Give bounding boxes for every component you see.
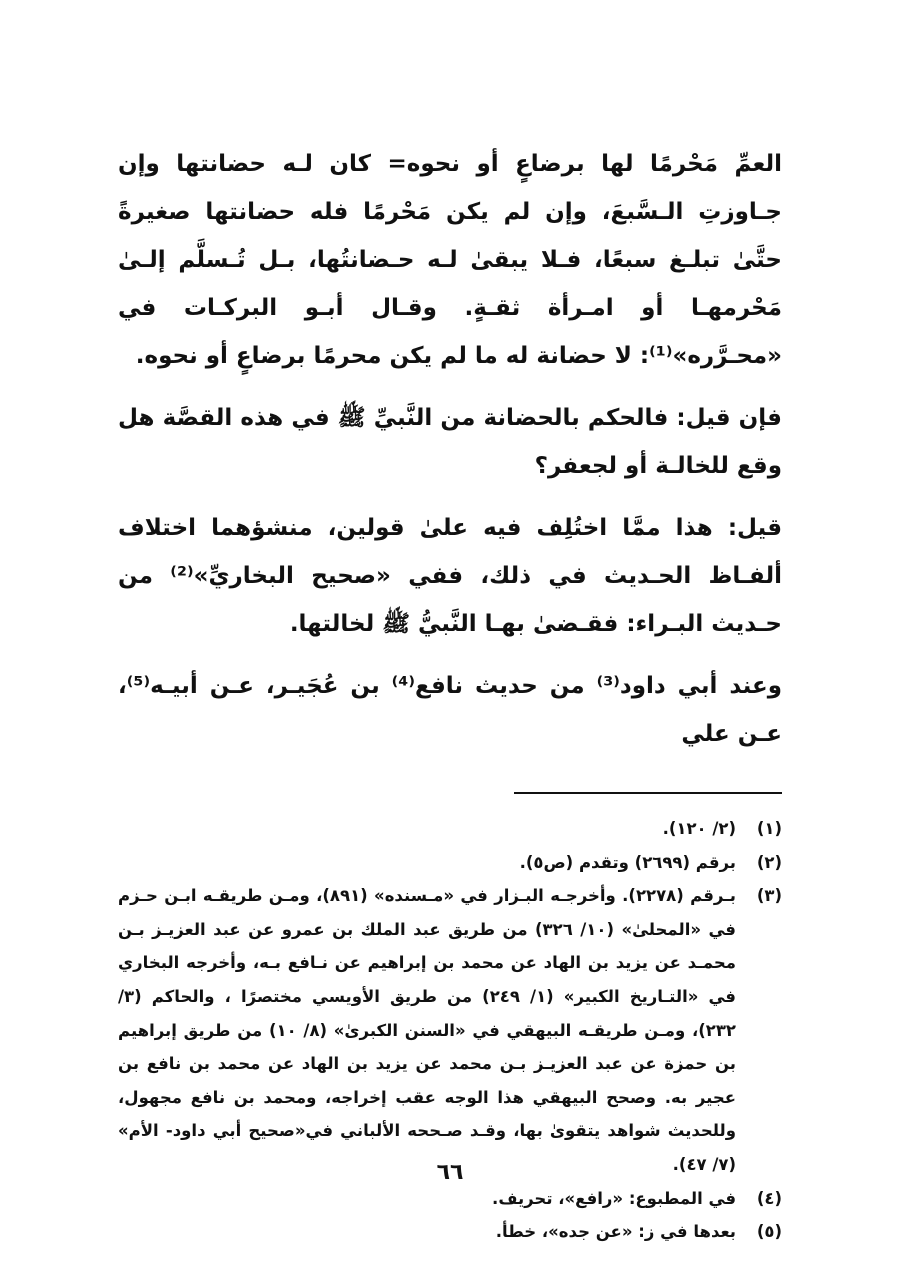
- footnote-5: [118, 1215, 782, 1249]
- footnote-3: [118, 879, 782, 1181]
- footnote-text: برقم (٢٦٩٩) وتقدم (ص٥).: [519, 852, 736, 872]
- footnote-number: (١): [756, 819, 782, 838]
- footnote-1: [118, 812, 782, 846]
- footnote-text: (٢/ ١٢٠).: [662, 819, 736, 838]
- footnote-4: [118, 1182, 782, 1216]
- body-paragraph-3: قيل: هذا ممَّا اختُلِف فيه علىٰ قولين، منشؤهما اختلاف ألفـاظ الحـديث في ذلك، ففي «صحيح البخاريِّ»⁽²⁾ من حـديث البـراء: فقـضىٰ بهـا النَّبيُّ ﷺ لخالتها.: [118, 515, 782, 637]
- footnote-number: (٢): [756, 852, 782, 872]
- footnote-text: بـرقم (٢٢٧٨). وأخرجـه البـزار في «مـسنده» (٨٩١)، ومـن طريقـه ابـن حـزم في «المحلىٰ» (١٠/ ٣٢٦) من طريق عبد الملك بن عمرو عن عبد العزيـز بـن محمـد عن يزيد بن الهاد عن محمد بن إبراهيم عن نـافع بـه، وأخرجه البخاري في «التـاريخ الكبير» (١/ ٢٤٩) من طريق الأويسي مختصرًا ، والحاكم (٣/ ٢٣٢)، ومـن طريقـه البيهقي في «السنن الكبرىٰ» (٨/ ١٠) من طريق إبراهيم بن حمزة عن عبد العزيـز بـن محمد عن يزيد بن الهاد عن محمد بن نافع بن عجير به. وصحح البيهقي هذا الوجه عقب إخراجه، ومحمد بن نافع مجهول، وللحديث شواهد يتقوىٰ بها، وقـد صـححه الألباني في«صحيح أبي داود- الأم» (٧/ ٤٧).: [118, 886, 736, 1174]
- page-content: [118, 140, 782, 1265]
- footnote-text: بعدها في ز: «عن جده»، خطأ.: [495, 1222, 736, 1242]
- footnote-number: (٤): [756, 1188, 782, 1208]
- footnote-text: في المطبوع: «رافع»، تحريف.: [492, 1188, 736, 1208]
- footnote-number: (٥): [756, 1222, 782, 1242]
- body-paragraph-1: العمِّ مَحْرمًا لها برضاعٍ أو نحوه= كان لـه حضانتها وإن جـاوزتِ الـسَّبعَ، وإن لم يكن مَحْرمًا فله حضانتها صغيرةً حتَّىٰ تبلـغ سبعًا، فـلا يبقىٰ لـه حـضانتُها، بـل تُـسلَّم إلـىٰ مَحْرمهـا أو امـرأة ثقـةٍ. وقـال أبـو البركـات في «محـرَّره»⁽¹⁾: لا حضانة له ما لم يكن محرمًا برضاعٍ أو نحوه.: [118, 151, 782, 369]
- footnote-separator-wrap: [118, 792, 782, 794]
- footnote-2: [118, 846, 782, 880]
- footnote-number: (٣): [756, 886, 782, 906]
- body-paragraph-4: وعند أبي داود⁽³⁾ من حديث نافع⁽⁴⁾ بن عُجَيـر، عـن أبيـه⁽⁵⁾، عـن علي: [118, 673, 782, 747]
- footnote-separator: [514, 792, 782, 794]
- body-paragraph-2: فإن قيل: فالحكم بالحضانة من النَّبيِّ ﷺ في هذه القصَّة هل وقع للخالـة أو لجعفر؟: [118, 405, 782, 479]
- page-number: ٦٦: [436, 1160, 464, 1185]
